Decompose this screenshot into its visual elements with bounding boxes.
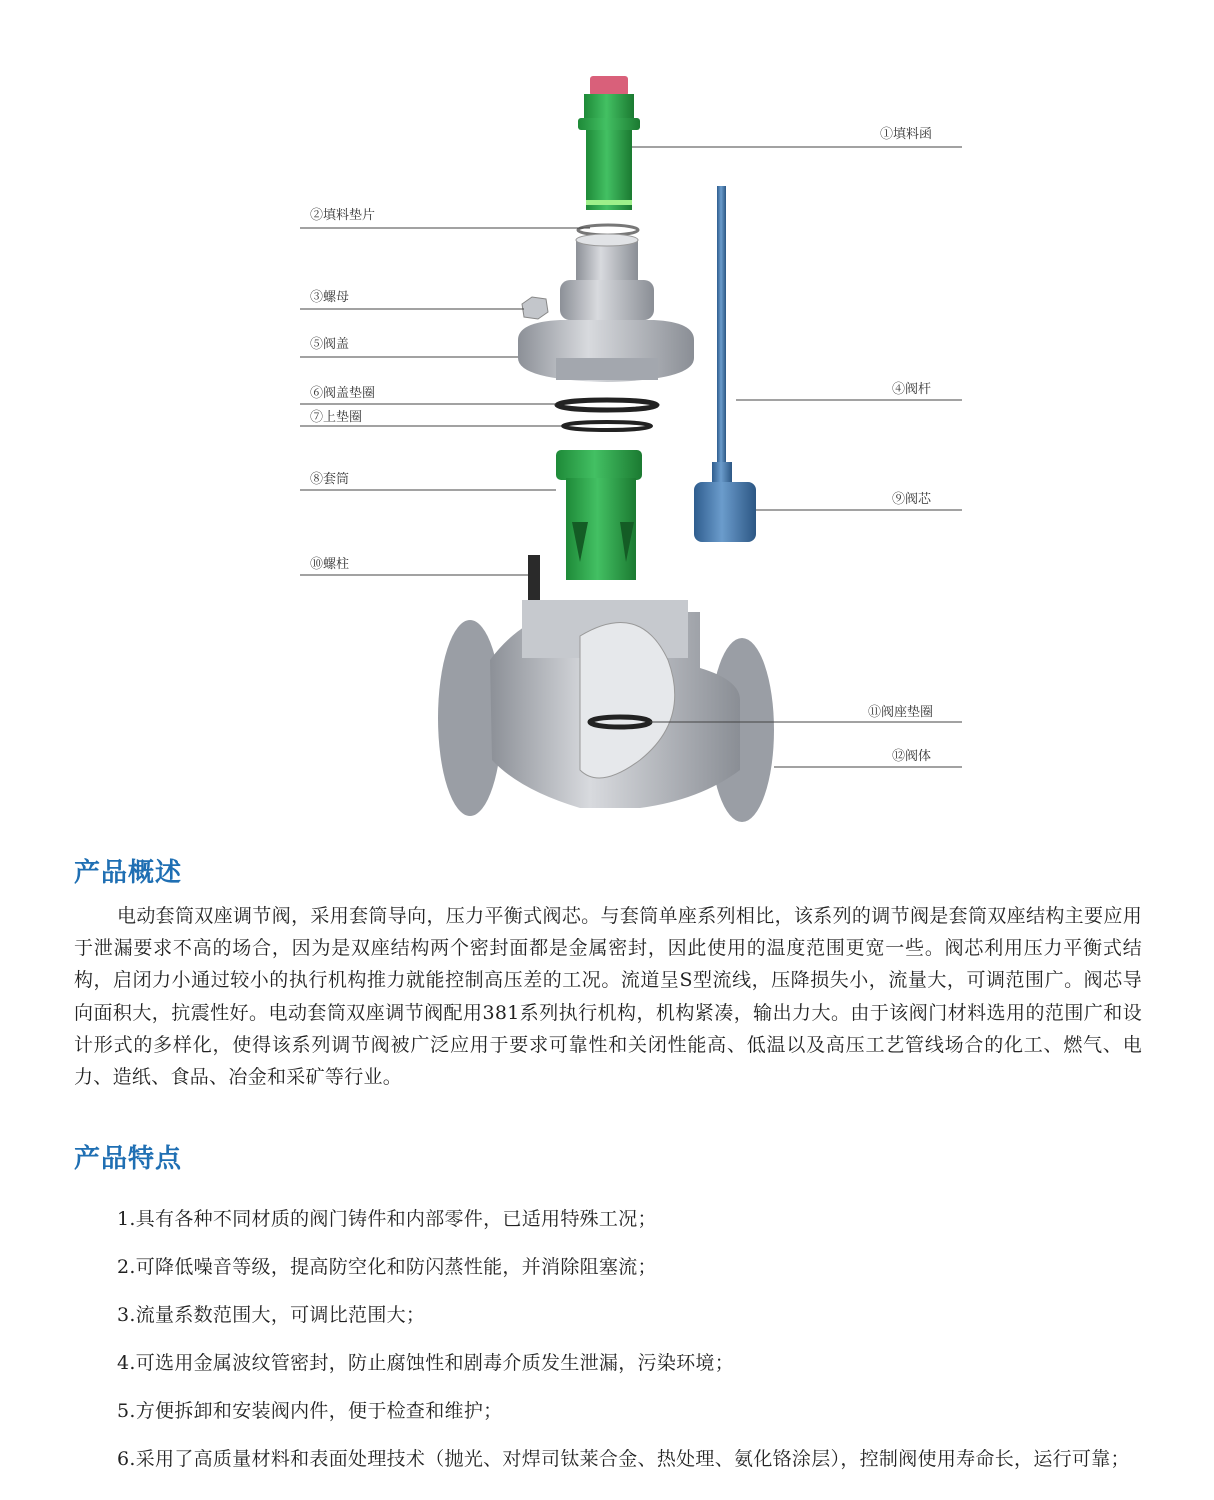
packing-gasket-part (578, 225, 638, 235)
label-upper-gasket: ⑦上垫圈 (310, 410, 363, 425)
overview-title: 产品概述 (74, 858, 183, 888)
feature-item: 5.方便拆卸和安装阀内件，便于检查和维护； (117, 1400, 503, 1422)
features-title: 产品特点 (74, 1144, 183, 1174)
cage-part (556, 450, 642, 580)
nut-part (522, 297, 548, 319)
stem-part (712, 186, 732, 484)
label-stud: ⑩螺柱 (310, 557, 350, 572)
feature-item: 2.可降低噪音等级，提高防空化和防闪蒸性能，并消除阻塞流； (117, 1256, 657, 1278)
label-seat-gasket: ⑪阀座垫圈 (868, 705, 934, 720)
label-packing-gasket: ②填料垫片 (310, 208, 376, 223)
label-packing-box: ①填料函 (880, 127, 933, 142)
label-cage: ⑧套筒 (310, 472, 350, 487)
label-valve-body: ⑫阀体 (892, 749, 932, 764)
feature-item: 6.采用了高质量材料和表面处理技术（抛光、对焊司钛莱合金、热处理、氨化铬涂层），控制阀使用寿命长，运行可靠； (117, 1448, 1130, 1470)
feature-item: 3.流量系数范围大，可调比范围大； (117, 1304, 426, 1326)
label-nut: ③螺母 (310, 290, 350, 305)
plug-part (694, 482, 756, 542)
feature-item: 4.可选用金属波纹管密封，防止腐蚀性和剧毒介质发生泄漏，污染环境； (117, 1352, 735, 1374)
valve-body-part (438, 600, 774, 822)
features-list (74, 1205, 1142, 1473)
label-stem: ④阀杆 (892, 382, 932, 397)
overview-paragraph: 电动套筒双座调节阀，采用套筒导向，压力平衡式阀芯。与套筒单座系列相比，该系列的调节阀是套筒双座结构主要应用于泄漏要求不高的场合，因为是双座结构两个密封面都是金属密封，因此使用的温度范围更宽一些。阀芯利用压力平衡式结构，启闭力小通过较小的执行机构推力就能控制高压差的工况。流道呈S型流线，压降损失小，流量大，可调范围广。阀芯导向面积大，抗震性好。电动套筒双座调节阀配用381系列执行机构，机构紧凑，输出力大。由于该阀门材料选用的范围广和设计形式的多样化，使得该系列调节阀被广泛应用于要求可靠性和关闭性能高、低温以及高压工艺管线场合的化工、燃气、电力、造纸、食品、冶金和采矿等行业。 (74, 905, 1142, 1089)
label-bonnet: ⑤阀盖 (310, 337, 350, 352)
upper-gasket-part (563, 422, 651, 430)
label-plug: ⑨阀芯 (892, 492, 932, 507)
feature-item: 1.具有各种不同材质的阀门铸件和内部零件，已适用特殊工况； (117, 1208, 657, 1230)
packing-box-part (578, 76, 640, 210)
label-bonnet-gasket: ⑥阀盖垫圈 (310, 386, 376, 401)
bonnet-gasket-part (557, 400, 657, 410)
